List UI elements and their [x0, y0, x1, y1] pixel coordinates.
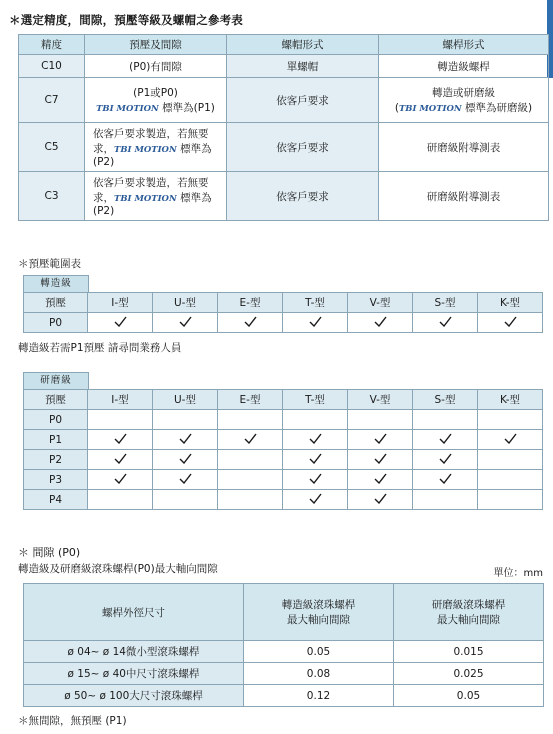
ground-gap-cell: 0.015 — [394, 641, 544, 663]
brand-label: TBI MOTION — [114, 194, 177, 204]
unit-label: 單位：mm — [493, 568, 543, 579]
check-mark-icon — [309, 493, 322, 504]
check-mark-icon — [374, 433, 387, 444]
table-row — [19, 55, 549, 78]
grade-cell: C7 — [19, 78, 85, 123]
rolled-preload-table — [23, 292, 543, 333]
preload-cell — [218, 410, 283, 430]
nut-cell: 依客戶要求 — [227, 78, 379, 123]
preload-level-label: P0 — [24, 313, 88, 333]
check-mark-icon — [114, 316, 127, 327]
column-header: V-型 — [348, 390, 413, 410]
preload-prefix: 求， — [93, 192, 114, 204]
header-cell: 螺桿外徑尺寸 — [24, 584, 244, 641]
rolled-gap-cell: 0.12 — [244, 685, 394, 707]
table-header-row — [24, 390, 543, 410]
check-mark-icon — [114, 433, 127, 444]
table-row — [24, 430, 543, 450]
preload-cell — [413, 470, 478, 490]
column-header: I-型 — [88, 293, 153, 313]
preload-line: 標準為(P2) — [93, 143, 212, 168]
check-mark-icon — [439, 473, 452, 484]
row-header-label: 預壓 — [24, 293, 88, 313]
table-row — [24, 410, 543, 430]
table-row — [24, 450, 543, 470]
header-cell — [244, 584, 394, 641]
preload-prefix: 求， — [93, 143, 114, 155]
preload-cell — [348, 470, 413, 490]
table-row — [24, 663, 544, 685]
preload-cell — [478, 450, 543, 470]
preload-cell: (P0)有間隙 — [85, 55, 227, 78]
preload-cell — [478, 410, 543, 430]
rolled-gap-cell: 0.05 — [244, 641, 394, 663]
section2-title: ＊預壓範圍表 — [18, 258, 81, 270]
preload-cell — [153, 490, 218, 510]
preload-cell — [283, 490, 348, 510]
size-cell: ø 50~ ø 100大尺寸滾珠螺桿 — [24, 685, 244, 707]
ground-grade-tag: 研磨級 — [23, 372, 89, 390]
nut-cell: 單螺帽 — [227, 55, 379, 78]
check-mark-icon — [114, 473, 127, 484]
table-row — [24, 313, 543, 333]
section1-title: ＊選定精度，間隙，預壓等級及螺帽之參考表 — [9, 13, 243, 27]
column-header: S-型 — [413, 293, 478, 313]
rolled-note: 轉造級若需P1預壓 請尋問業務人員 — [18, 342, 182, 354]
check-mark-icon — [179, 316, 192, 327]
check-mark-icon — [179, 473, 192, 484]
ground-gap-cell: 0.05 — [394, 685, 544, 707]
column-header: K-型 — [478, 293, 543, 313]
table-header-row — [24, 584, 544, 641]
preload-cell — [153, 430, 218, 450]
preload-cell — [218, 470, 283, 490]
preload-cell — [283, 430, 348, 450]
axial-gap-table — [23, 583, 544, 707]
header-cell: 螺帽形式 — [227, 35, 379, 55]
preload-cell — [348, 450, 413, 470]
preload-cell — [153, 313, 218, 333]
preload-level-label: P1 — [24, 430, 88, 450]
preload-cell — [88, 313, 153, 333]
check-mark-icon — [309, 433, 322, 444]
screw-line: 轉造或研磨級 — [432, 87, 495, 99]
preload-cell — [348, 410, 413, 430]
table-header-row — [19, 35, 549, 55]
preload-line: 標準為(P2) — [93, 192, 212, 217]
column-header: T-型 — [283, 293, 348, 313]
grade-cell: C10 — [19, 55, 85, 78]
section3-subtitle: 轉造級及研磨級滾珠螺桿(P0)最大軸向間隙 — [18, 563, 218, 575]
check-mark-icon — [244, 433, 257, 444]
size-cell: ø 15~ ø 40中尺寸滾珠螺桿 — [24, 663, 244, 685]
preload-cell — [348, 490, 413, 510]
preload-level-label: P4 — [24, 490, 88, 510]
preload-cell — [88, 450, 153, 470]
column-header: U-型 — [153, 293, 218, 313]
preload-cell — [218, 490, 283, 510]
preload-cell — [478, 470, 543, 490]
footnote: ＊無間隙，無預壓 (P1) — [18, 715, 127, 727]
preload-line: 依客戶要求製造，若無要 — [93, 177, 209, 189]
row-header-label: 預壓 — [24, 390, 88, 410]
size-cell: ø 04~ ø 14微小型滾珠螺桿 — [24, 641, 244, 663]
section3-title: ＊ 間隙 (P0) — [18, 546, 81, 559]
preload-line: 標準為(P1) — [162, 102, 215, 114]
header-line: 研磨級滾珠螺桿 — [431, 599, 506, 611]
preload-cell — [283, 450, 348, 470]
brand-label: TBI MOTION — [114, 145, 177, 155]
preload-cell — [283, 470, 348, 490]
rolled-gap-cell: 0.08 — [244, 663, 394, 685]
table-row — [24, 641, 544, 663]
preload-level-label: P2 — [24, 450, 88, 470]
table-row — [24, 685, 544, 707]
table-row — [19, 172, 549, 221]
header-line: 轉造級滾珠螺桿 — [281, 599, 356, 611]
check-mark-icon — [114, 453, 127, 464]
header-cell — [394, 584, 544, 641]
check-mark-icon — [374, 473, 387, 484]
preload-cell — [413, 450, 478, 470]
check-mark-icon — [504, 316, 517, 327]
screw-cell: 研磨級附導測表 — [379, 172, 549, 221]
preload-line: (P1或P0) — [133, 87, 178, 99]
check-mark-icon — [244, 316, 257, 327]
preload-cell — [153, 410, 218, 430]
column-header: U-型 — [153, 390, 218, 410]
preload-cell — [88, 470, 153, 490]
table-row — [24, 490, 543, 510]
brand-label: TBI MOTION — [96, 104, 159, 114]
header-line: 最大軸向間隙 — [287, 614, 350, 626]
check-mark-icon — [309, 316, 322, 327]
nut-cell: 依客戶要求 — [227, 172, 379, 221]
preload-cell — [153, 470, 218, 490]
preload-cell — [348, 430, 413, 450]
check-mark-icon — [439, 453, 452, 464]
check-mark-icon — [374, 453, 387, 464]
grade-cell: C5 — [19, 123, 85, 172]
preload-cell — [413, 430, 478, 450]
check-mark-icon — [309, 473, 322, 484]
check-mark-icon — [309, 453, 322, 464]
ground-gap-cell: 0.025 — [394, 663, 544, 685]
column-header: E-型 — [218, 390, 283, 410]
preload-cell — [413, 313, 478, 333]
check-mark-icon — [179, 453, 192, 464]
check-mark-icon — [374, 316, 387, 327]
rolled-grade-tag: 轉造級 — [23, 275, 89, 293]
preload-cell — [88, 430, 153, 450]
preload-cell — [85, 172, 227, 221]
reference-table — [18, 34, 549, 221]
column-header: K-型 — [478, 390, 543, 410]
screw-cell: 轉造級螺桿 — [379, 55, 549, 78]
header-line: 最大軸向間隙 — [437, 614, 500, 626]
screw-cell: 研磨級附導測表 — [379, 123, 549, 172]
preload-cell — [85, 78, 227, 123]
column-header: E-型 — [218, 293, 283, 313]
brand-label: TBI MOTION — [398, 104, 462, 114]
preload-cell — [413, 490, 478, 510]
check-mark-icon — [439, 433, 452, 444]
header-cell: 預壓及間隙 — [85, 35, 227, 55]
preload-level-label: P0 — [24, 410, 88, 430]
check-mark-icon — [439, 316, 452, 327]
preload-cell — [88, 410, 153, 430]
column-header: V-型 — [348, 293, 413, 313]
preload-cell — [218, 430, 283, 450]
header-cell: 螺桿形式 — [379, 35, 549, 55]
table-header-row — [24, 293, 543, 313]
preload-cell — [85, 123, 227, 172]
check-mark-icon — [179, 433, 192, 444]
check-mark-icon — [374, 493, 387, 504]
screw-line: 標準為研磨級 — [465, 102, 529, 114]
preload-level-label: P3 — [24, 470, 88, 490]
preload-cell — [153, 450, 218, 470]
preload-cell — [218, 450, 283, 470]
screw-cell: 轉造或研磨級 (TBI MOTION 標準為研磨級) — [379, 78, 549, 123]
header-cell: 精度 — [19, 35, 85, 55]
preload-line: 依客戶要求製造，若無要 — [93, 128, 209, 140]
preload-cell — [88, 490, 153, 510]
ground-preload-table — [23, 389, 543, 510]
column-header: T-型 — [283, 390, 348, 410]
preload-cell — [218, 313, 283, 333]
table-row — [19, 78, 549, 123]
table-row — [19, 123, 549, 172]
preload-cell — [283, 313, 348, 333]
preload-cell — [478, 313, 543, 333]
preload-cell — [478, 490, 543, 510]
column-header: S-型 — [413, 390, 478, 410]
preload-cell — [348, 313, 413, 333]
check-mark-icon — [504, 433, 517, 444]
preload-cell — [283, 410, 348, 430]
grade-cell: C3 — [19, 172, 85, 221]
nut-cell: 依客戶要求 — [227, 123, 379, 172]
column-header: I-型 — [88, 390, 153, 410]
table-row — [24, 470, 543, 490]
preload-cell — [413, 410, 478, 430]
preload-cell — [478, 430, 543, 450]
